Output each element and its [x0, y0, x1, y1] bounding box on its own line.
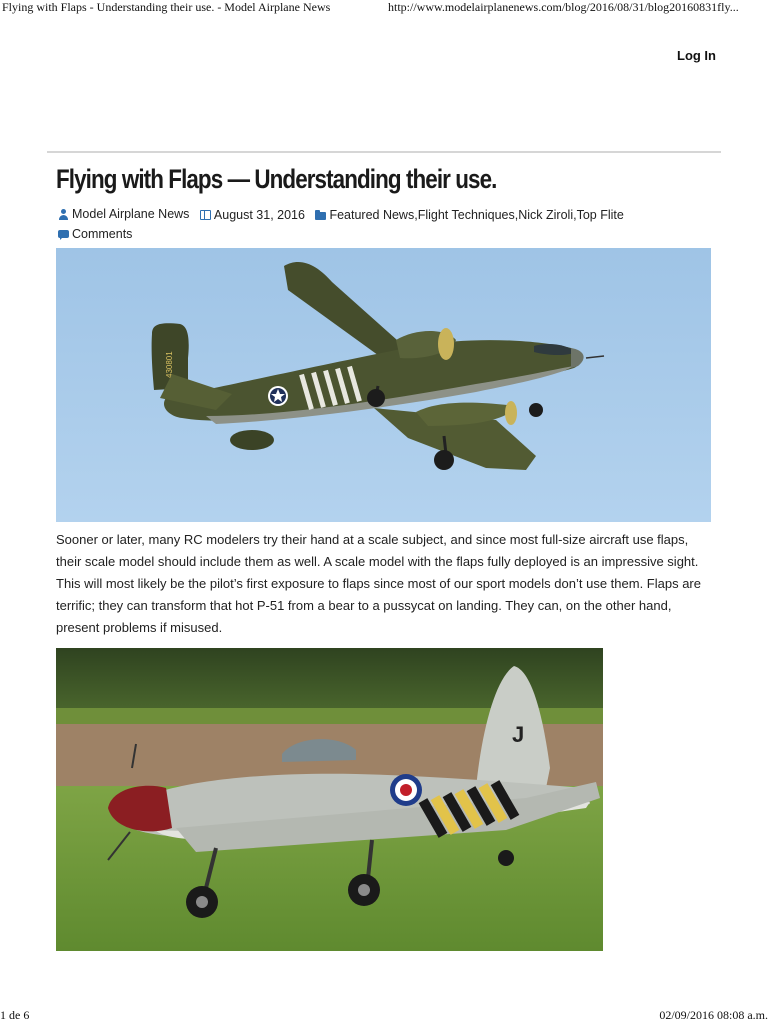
print-header-url: http://www.modelairplanenews.com/blog/2016/08/31/blog20160831fly...: [388, 0, 739, 14]
category-separator: ,: [573, 207, 577, 222]
author-link[interactable]: Model Airplane News: [72, 207, 190, 221]
category-link[interactable]: Featured News: [329, 207, 415, 222]
folder-icon: [315, 212, 326, 220]
login-link[interactable]: Log In: [677, 48, 716, 63]
user-icon: [58, 209, 69, 220]
tail-code: 430801: [165, 351, 174, 378]
category-link[interactable]: Top Flite: [576, 207, 624, 222]
b25-photo: [56, 248, 711, 522]
article-title: Flying with Flaps — Understanding their use.: [56, 164, 497, 194]
comment-icon: [58, 230, 69, 238]
tail-letter: J: [512, 722, 525, 747]
category-link[interactable]: Nick Ziroli: [518, 207, 574, 222]
header-divider: [47, 151, 721, 153]
category-separator: ,: [514, 207, 519, 222]
comments-meta: [58, 225, 132, 243]
calendar-icon: [200, 210, 211, 220]
date-link[interactable]: August 31, 2016: [213, 207, 305, 222]
comments-link[interactable]: Comments: [72, 226, 133, 241]
print-timestamp: 02/09/2016 08:08 a.m.: [659, 1008, 768, 1022]
category-link[interactable]: Flight Techniques: [417, 207, 515, 222]
article-paragraph: Sooner or later, many RC modelers try their hand at a scale subject, and since most full-size aircraft use flaps, their scale model should include them as well. A scale model with the flaps fully deployed is an impressive sight. This will most likely be the pilot’s first exposure to flaps since most of our sport models don’t use them. Flaps are terrific; they can transform that hot P-51 from a bear to a pussycat on landing. They can, on the other hand, present problems if misused.: [56, 532, 701, 635]
categories-meta: [315, 206, 623, 224]
print-header-title: Flying with Flaps - Understanding their use. - Model Airplane News: [2, 0, 331, 14]
category-separator: ,: [414, 207, 418, 222]
warbird-photo: [56, 648, 603, 951]
date-meta: [200, 206, 305, 224]
author-meta: [58, 205, 189, 223]
page-number: 1 de 6: [0, 1008, 30, 1022]
article-meta: [58, 205, 708, 243]
